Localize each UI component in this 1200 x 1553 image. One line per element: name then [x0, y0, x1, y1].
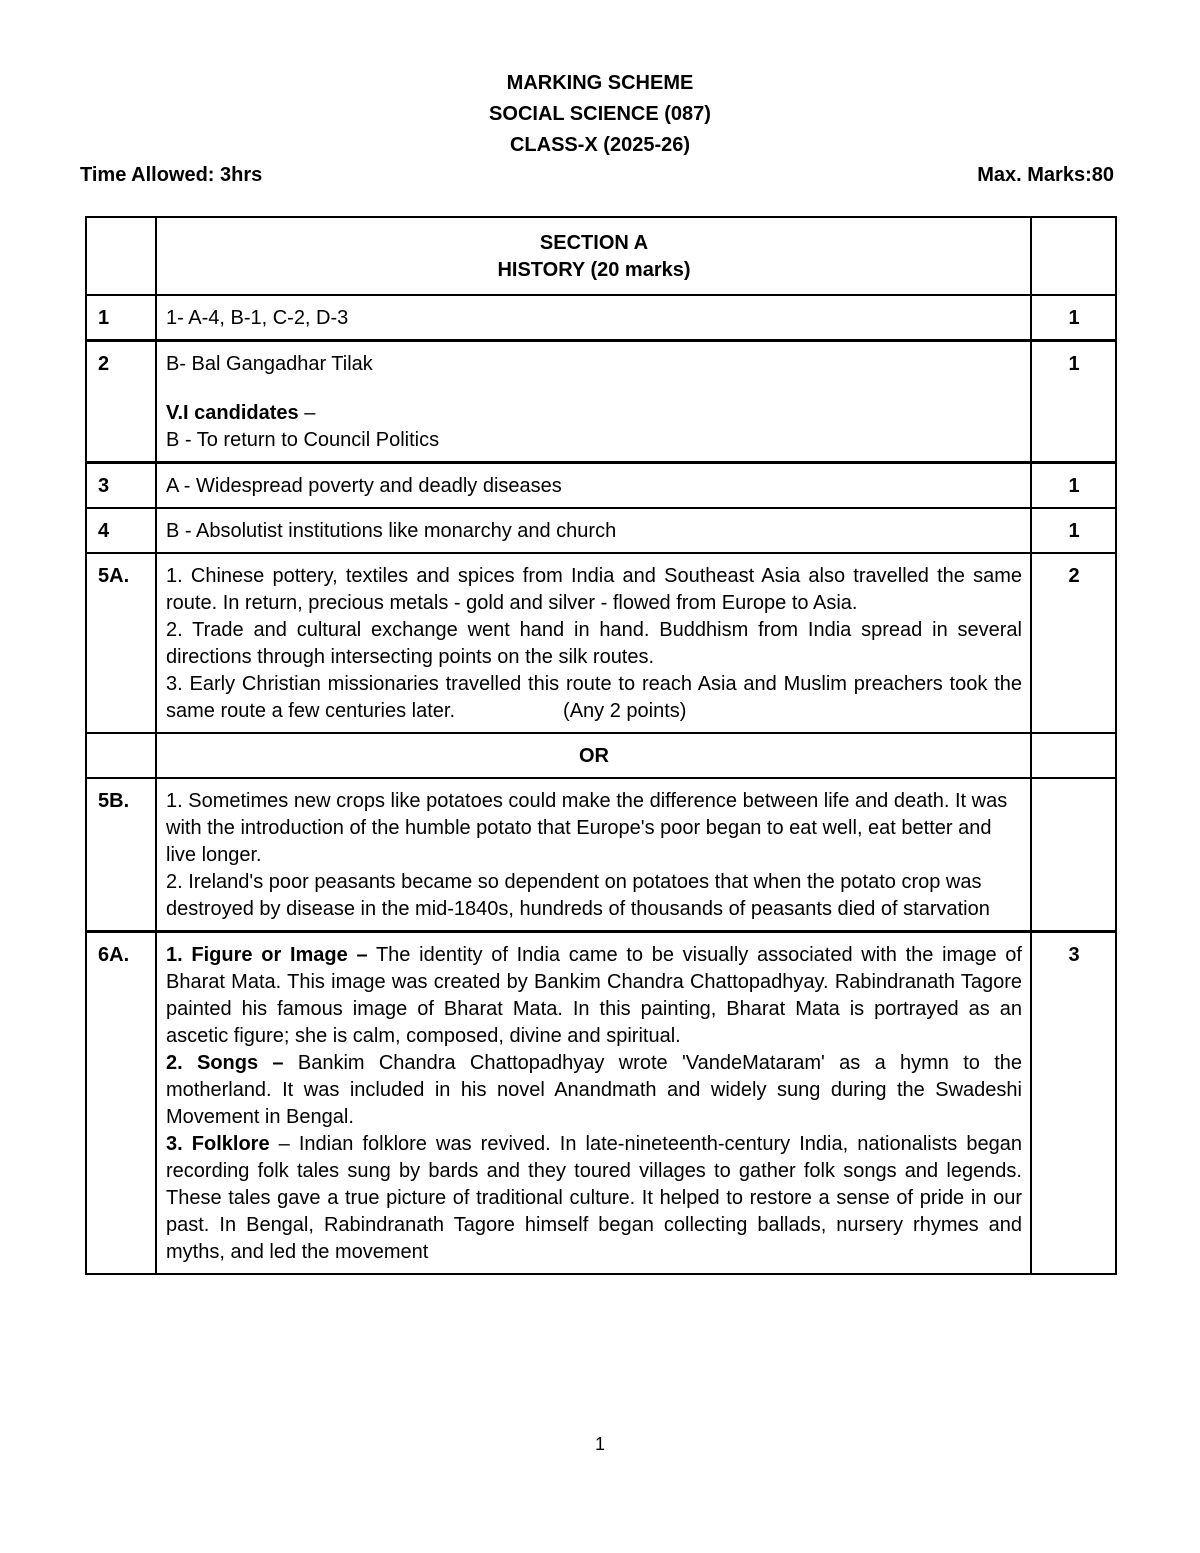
doc-subject: SOCIAL SCIENCE (087): [489, 103, 711, 125]
marks-value: 3: [1031, 932, 1116, 1275]
section-header-row: [86, 217, 1116, 295]
doc-class: CLASS-X (2025-26): [509, 134, 691, 156]
question-number: 5A.: [86, 553, 156, 733]
table-row: [86, 778, 1116, 932]
doc-title: MARKING SCHEME: [506, 72, 694, 94]
vi-candidates-line: V.I candidates –: [166, 402, 316, 424]
table-row: [86, 508, 1116, 553]
answer-point: 1. Figure or Image – The identity of India came to be visually associated with the image of Bharat Mata. This image was created by Bankim Chandra Chattopadhyay. Rabindranath Tagore painted his famous image of Bharat Mata. In this painting, Bharat Mata is portrayed as an ascetic figure; she is calm, composed, divine and spiritual.: [166, 944, 1022, 1047]
answer-point: 3. Folklore – Indian folklore was revived. In late-nineteenth-century India, nationalists began recording folk tales sung by bards and they toured villages to gather folk songs and legends. These tales gave a true picture of traditional culture. It helped to restore a sense of pride in our past. In Bengal, Rabindranath Tagore himself began collecting ballads, nursery rhymes and myths, and led the movement: [166, 1133, 1022, 1263]
answer-point: 2. Songs – Bankim Chandra Chattopadhyay wrote 'VandeMataram' as a hymn to the motherland. It was included in his novel Anandmath and widely sung during the Swadeshi Movement in Bengal.: [166, 1052, 1023, 1128]
answer-text: 1- A-4, B-1, C-2, D-3: [156, 295, 1031, 341]
marks-value: 1: [1031, 341, 1116, 463]
answer-point: 2. Ireland's poor peasants became so dependent on potatoes that when the potato crop was destroyed by disease in the mid-1840s, hundreds of thousands of peasants died of starvation: [166, 871, 990, 920]
marks-value: 2: [1031, 553, 1116, 733]
marks-value: 1: [1031, 463, 1116, 509]
table-row: [86, 932, 1116, 1275]
marks-value: 1: [1031, 295, 1116, 341]
answer-text: B - Absolutist institutions like monarchy and church: [156, 508, 1031, 553]
answer-point: 1. Sometimes new crops like potatoes could make the difference between life and death. It was with the introduction of the humble potato that Europe's poor began to eat well, eat better and live longer.: [166, 790, 1008, 866]
question-number: 5B.: [86, 778, 156, 932]
point-heading: 3. Folklore: [166, 1133, 270, 1155]
marking-table: [85, 216, 1117, 1275]
answer-text: A - Widespread poverty and deadly diseases: [156, 463, 1031, 509]
page-number: 1: [594, 1434, 605, 1454]
vi-label: V.I candidates: [166, 402, 299, 424]
marks-value: 1: [1031, 508, 1116, 553]
max-marks: Max. Marks:80: [977, 164, 1114, 186]
point-heading: 2. Songs –: [166, 1052, 284, 1074]
section-subtitle: HISTORY (20 marks): [497, 259, 691, 281]
or-label: OR: [156, 733, 1031, 778]
answer-point: 2. Trade and cultural exchange went hand in hand. Buddhism from India spread in several directions through intersecting points on the silk routes.: [166, 619, 1022, 668]
vi-answer-text: B - To return to Council Politics: [166, 429, 440, 451]
question-number: 2: [86, 341, 156, 463]
table-row: [86, 341, 1116, 463]
answer-point: 1. Chinese pottery, textiles and spices from India and Southeast Asia also travelled the same route. In return, precious metals - gold and silver - flowed from Europe to Asia.: [166, 565, 1022, 614]
answer-text: B- Bal Gangadhar Tilak: [166, 353, 373, 375]
answer-point: 3. Early Christian missionaries travelled this route to reach Asia and Muslim preachers took the same route a few centuries later. (Any 2 points): [166, 673, 1022, 722]
table-row: [86, 295, 1116, 341]
question-number: 1: [86, 295, 156, 341]
section-title: SECTION A: [539, 232, 649, 254]
question-number: 3: [86, 463, 156, 509]
time-allowed: Time Allowed: 3hrs: [80, 164, 263, 186]
or-row: [86, 733, 1116, 778]
points-note: (Any 2 points): [563, 700, 687, 722]
question-number: 6A.: [86, 932, 156, 1275]
document-header: [0, 68, 1200, 161]
question-number: 4: [86, 508, 156, 553]
table-row: [86, 463, 1116, 509]
table-row: [86, 553, 1116, 733]
point-heading: 1. Figure or Image –: [166, 944, 368, 966]
